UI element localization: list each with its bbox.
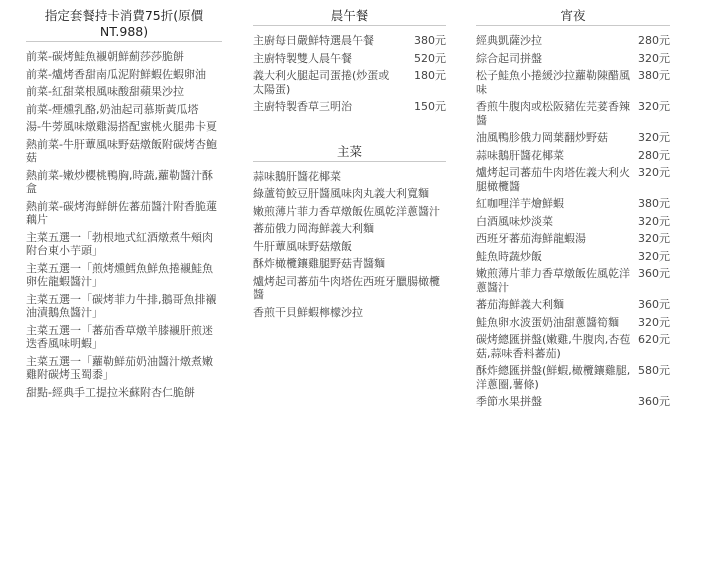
main-course-item <box>253 257 446 271</box>
late-night-item <box>476 316 670 330</box>
dish-price: 360元 <box>638 395 670 408</box>
late-night-item <box>476 69 670 96</box>
brunch-item <box>253 34 446 48</box>
dish-name: 綠蘆筍鮫豆肝醬風味肉丸義大利寬麵 <box>253 187 429 200</box>
dish-name: 蕃茄俄力岡海鮮義大利麵 <box>253 222 374 235</box>
late-night-item <box>476 166 670 193</box>
dish-price: 320元 <box>638 232 670 245</box>
set-menu-item: 主菜五選一「勃根地式紅酒燉煮牛頰肉附台東小芋頭」 <box>26 230 213 257</box>
late-night-item <box>476 215 670 229</box>
set-menu-item: 主菜五選一「碳烤菲力牛排,鵝哥魚排襯油漬鵝魚醬汁」 <box>26 292 217 319</box>
set-menu-item: 熱前菜-碳烤海鮮餅佐蕃茄醬汁附香脆蓮藕片 <box>26 199 217 226</box>
dish-name: 蒜味鵝肝醬花椰菜 <box>476 148 564 162</box>
dish-price: 320元 <box>638 131 670 144</box>
dish-price: 320元 <box>638 100 670 113</box>
dish-name: 主廚特製雙人晨午餐 <box>253 51 352 65</box>
dish-price: 320元 <box>638 315 670 329</box>
late-night-item <box>476 333 670 360</box>
dish-price: 280元 <box>638 34 670 47</box>
dish-name: 鮭魚卵水波蛋奶油甜蔥醬筍麵 <box>476 315 619 329</box>
dish-price: 380元 <box>414 34 446 47</box>
main-course-item <box>253 187 446 201</box>
dish-name: 經典凱薩沙拉 <box>476 34 542 47</box>
dish-price: 180元 <box>414 69 446 82</box>
dish-name: 季節水果拼盤 <box>476 395 542 408</box>
dish-price: 360元 <box>638 298 670 311</box>
late-night-item <box>476 267 670 294</box>
main-course-item <box>253 306 446 320</box>
late-night-item <box>476 250 670 264</box>
set-menu-item: 主菜五選一「蘿勒鮮茄奶油醬汁燉煮嫩雞附碳烤玉蜀黍」 <box>26 354 213 381</box>
dish-price: 580元 <box>638 364 670 377</box>
main-course-item <box>253 170 446 184</box>
late-night-item <box>476 197 670 211</box>
set-menu-item: 前菜-爐烤香甜南瓜泥附鮮蝦佐蝦卵油 <box>26 67 206 81</box>
main-course-item <box>253 205 446 219</box>
late-night-title: 宵夜 <box>476 0 670 26</box>
late-night-item <box>476 52 670 66</box>
dish-name: 綜合起司拼盤 <box>476 51 542 65</box>
dish-price: 320元 <box>638 249 670 263</box>
set-menu-list <box>26 42 222 399</box>
dish-name: 爐烤起司蕃茄牛肉塔佐西班牙臘腸橄欖醬 <box>253 274 440 301</box>
set-menu-item: 前菜-煙燻乳酪,奶油起司慕斯黃瓜塔 <box>26 102 199 116</box>
brunch-item <box>253 69 446 96</box>
dish-name: 爐烤起司蕃茄牛肉塔佐義大利火腿橄欖醬 <box>476 166 630 193</box>
dish-price: 320元 <box>638 166 670 179</box>
dish-name: 油風鴨胗俄力岡葉翻炒野菇 <box>476 131 608 144</box>
late-night-column <box>476 0 670 409</box>
dish-name: 酥炸橄欖鑲雞腿野菇青醬麵 <box>253 257 385 270</box>
late-night-item <box>476 232 670 246</box>
dish-name: 牛肝蕈風味野菇燉飯 <box>253 239 352 253</box>
dish-price: 380元 <box>638 197 670 210</box>
brunch-title: 晨午餐 <box>253 0 446 26</box>
dish-price: 280元 <box>638 148 670 162</box>
dish-name: 鮭魚時蔬炒飯 <box>476 249 542 263</box>
dish-name: 香煎干貝鮮蝦檸檬沙拉 <box>253 305 363 319</box>
brunch-item <box>253 52 446 66</box>
dish-price: 150元 <box>414 100 446 113</box>
dish-price: 520元 <box>414 51 446 65</box>
main-course-item <box>253 275 446 302</box>
main-course-list <box>253 162 446 320</box>
brunch-main-column <box>253 0 446 319</box>
late-night-item <box>476 34 670 48</box>
dish-name: 主廚每日嚴鮮特選晨午餐 <box>253 34 374 47</box>
dish-name: 義大利火腿起司蛋捲(炒蛋或太陽蛋) <box>253 69 390 96</box>
dish-name: 紅咖哩洋芋燴鮮蝦 <box>476 197 564 210</box>
set-menu-item: 主菜五選一「蕃茄香草燉羊膝襯肝煎迷迭香風味明蝦」 <box>26 323 213 350</box>
dish-name: 西班牙蕃茄海鮮龍蝦湯 <box>476 232 586 245</box>
late-night-item <box>476 298 670 312</box>
brunch-list <box>253 26 446 114</box>
main-course-item <box>253 222 446 236</box>
dish-name: 主廚特製香草三明治 <box>253 100 352 113</box>
dish-name: 松子鮭魚小捲緩沙拉蘿勒陳醋風味 <box>476 69 630 96</box>
dish-price: 320元 <box>638 214 670 228</box>
dish-name: 酥炸總匯拼盤(鮮蝦,橄欖鑲雞腿,洋蔥圈,薯條) <box>476 364 631 391</box>
late-night-item <box>476 100 670 127</box>
main-course-title: 主菜 <box>253 136 446 162</box>
dish-price: 380元 <box>638 69 670 82</box>
late-night-list <box>476 26 670 409</box>
late-night-item <box>476 364 670 391</box>
late-night-item <box>476 395 670 409</box>
set-menu-item: 熱前菜-嫩炒櫻桃鴨胸,時蔬,蘿勒醬汁酥盒 <box>26 168 213 195</box>
main-course-item <box>253 240 446 254</box>
set-menu-item: 湯-牛蒡風味燉雞湯搭配蜜桃火腿弗卡夏 <box>26 120 217 133</box>
set-menu-column <box>26 0 222 399</box>
set-menu-item: 前菜-紅甜菜根風味酸甜蘋果沙拉 <box>26 85 184 98</box>
late-night-item <box>476 131 670 145</box>
set-menu-item: 甜點-經典手工提拉米蘇附杏仁脆餅 <box>26 385 195 399</box>
dish-name: 香煎牛腹肉或松阪豬佐芫荽香辣醬 <box>476 100 630 127</box>
dish-price: 360元 <box>638 267 670 280</box>
late-night-item <box>476 149 670 163</box>
dish-name: 嫩煎薄片菲力香草燉飯佐風乾洋蔥醬汁 <box>476 267 630 294</box>
dish-name: 蕃茄海鮮義大利麵 <box>476 298 564 311</box>
brunch-item <box>253 100 446 114</box>
dish-price: 620元 <box>638 333 670 346</box>
dish-name: 白酒風味炒淡菜 <box>476 214 553 228</box>
dish-price: 320元 <box>638 51 670 65</box>
dish-name: 蒜味鵝肝醬花椰菜 <box>253 169 341 183</box>
dish-name: 碳烤總匯拼盤(嫩雞,牛腹肉,杏苞菇,蒜味香料蕃茄) <box>476 333 631 360</box>
dish-name: 嫩煎薄片菲力香草燉飯佐風乾洋蔥醬汁 <box>253 204 440 218</box>
set-menu-item: 主菜五選一「煎烤燻鱈魚鮮魚捲襯鮭魚卵佐龍蝦醬汁」 <box>26 261 213 288</box>
set-menu-item: 熱前菜-牛肝蕈風味野菇燉飯附碳烤杏鮑菇 <box>26 137 217 164</box>
set-menu-title: 指定套餐持卡消費75折(原價NT.988) <box>26 0 222 42</box>
set-menu-item: 前菜-碳烤鮭魚襯朝鮮薊莎莎脆餅 <box>26 50 184 63</box>
